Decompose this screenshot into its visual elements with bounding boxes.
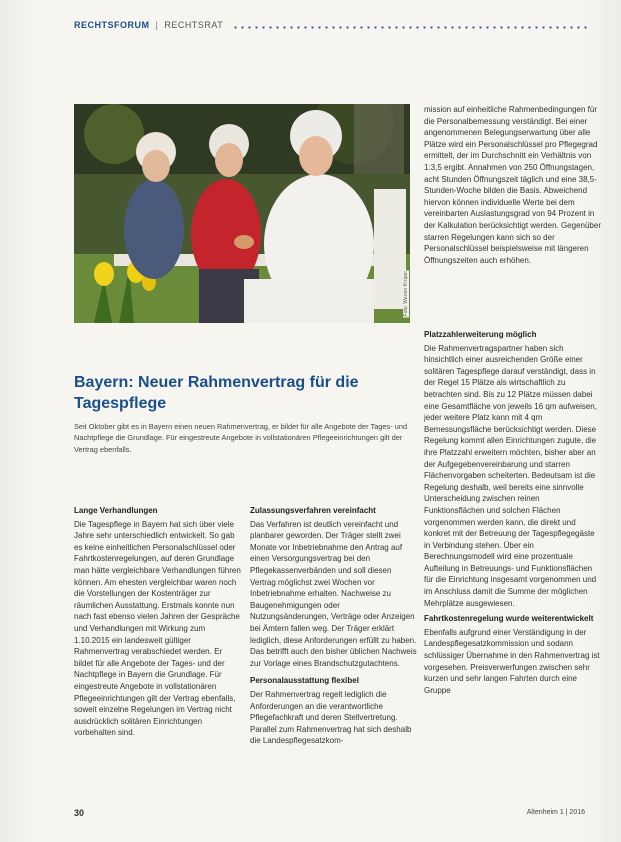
header-dotted-rule [232,26,587,29]
article-photo [74,104,410,323]
column-2-paragraph-2: Der Rahmenvertrag regelt lediglich die Anforderungen an die verantwortliche Pflegefachkraft und deren Stellvertretung. Parallel zum Rahmenvertrag hat sich deshalb die Landespflegesatzkom- [250,689,412,746]
article-lead: Seit Oktober gibt es in Bayern einen neuen Rahmenvertrag, er bildet für alle Angebote der Tages- und Nachtpflege die Grundlage. Für eingestreute Angebote in vollstationären Pflegeeinrichtungen gilt der Vertrag ebenfalls. [74,422,408,454]
heading-fahrtkostenregelung: Fahrtkostenregelung wurde weiterentwickelt [424,614,594,624]
column-3-paragraph-2: Die Rahmenvertragspartner haben sich hinsichtlich einer ausreichenden Größe einer solitären Tagespflege darauf verständigt, dass in der Regel 15 Plätze als wirtschaftlich zu betrachten sind. Bis zu 12 Plätze müssen dabei eine Gesamtfläche von jeweils 16 qm aufweisen, jeder weitere Platz kann mit 4 qm Bemessungsfläche berücksichtigt werden. Diese Regelung kommt allen Einrichtungen zugute, die ihre Platzzahl erweitern möchten, bisher aber an der Aufgegebenvereinbarung und starren Flächenvorgaben scheiterten. Bedeutsam ist die Regelung deshalb, weil bereits eine sinnvolle Unterscheidung zwischen reinen Funktionsflächen und solchen Flächen vorgenommen werden kann, die direkt und konkret mit der Betreuung der Tagespflegegäste in Verbindung stehen. Über ein Berechnungsmodell wird eine prozentuale Aufteilung in Betreuungs- und Funktionsflächen für die Einrichtung insgesamt vorgenommen und im Anschluss damit die Summe der möglichen Mehrplätze ausgewiesen. [424,343,597,608]
issue-label: Altenheim 1 | 2016 [526,809,585,816]
section-label: RECHTSFORUM [74,20,150,30]
column-3-bottom [424,329,602,696]
heading-lange-verhandlungen: Lange Verhandlungen [74,506,158,515]
page-number: 30 [74,808,85,818]
heading-zulassungsverfahren: Zulassungsverfahren vereinfacht [250,506,376,515]
heading-platzzahlerweiterung: Platzzahlerweiterung möglich [424,330,537,339]
column-2 [250,505,418,747]
column-3-paragraph-3: Ebenfalls aufgrund einer Verständigung in der Landespflegesatzkommission und sodann schlüssiger Übernahme in den Rahmenvertrag ist vorgesehen. Preisverwerfungen zwischen sehr kurzen und sehr langen Fahrten durch eine Gruppe [424,627,600,695]
section-separator: | [155,20,159,30]
article-title: Bayern: Neuer Rahmenvertrag für die Tagespflege [74,374,359,412]
column-1-paragraph: Die Tagespflege in Bayern hat sich über viele Jahre sehr unterschiedlich entwickelt. So gab es keine einheitlichen Personalschlüssel oder Fahrtkostenregelungen, auf deren Grundlage man hätte vergleichbare Verhandlungen führen können. Am ehesten vergleichbar waren noch die Vorstellungen der Kostenträger zur räumlichen Ausstattung. Erstmals konnte nun nach fast ebenso vielen Jahren der Gespräche und Verhandlungen mit Wirkung zum 1.10.2015 ein landesweit gültiger Rahmenvertrag verabschiedet werden. Er bildet für alle Angebote der Tages- und der Nachtpflege in Bayern die Grundlage. Für eingestreute Angebote in vollstationären Pflegeeinrichtungen gilt der Vertrag ebenfalls, soweit einzelne Regelungen im Vertrag nicht ausdrücklich solitären Einrichtungen vorbehalten sind. [74,519,241,738]
column-2-paragraph-1: Das Verfahren ist deutlich vereinfacht und planbarer geworden. Der Träger stellt zwei Monate vor Inbetriebnahme den Antrag auf einen Versorgungsvertrag bei den Pflegekassenverbänden und soll diesen Vertrag möglichst zwei Wochen vor Inbetriebnahme erhalten. Nachweise zu Baugenehmigungen oder Nutzungsänderungen, Verträge oder Anzeigen bei Ämtern fallen weg. Der Träger erklärt lediglich, diese Anforderungen erfüllt zu haben. Das betrifft auch den bisher üblichen Nachweis zur Vorlage eines Brandschutzgutachtens. [250,519,417,668]
column-1 [74,505,242,739]
column-3-paragraph-1: mission auf einheitliche Rahmenbedingungen für die Personalbemessung verständigt. Bei einer angenommenen Belegungserwartung über alle Plätze wird ein Personalschlüssel pro Pflegegrad ermittelt, der im Durchschnitt ein Verhältnis von 1:3,5 ergibt. Annahmen von 250 Öffnungstagen, acht Stunden Öffnungszeit täglich und eine 38,5-Stunden-Woche bilden die Basis. Abweichend hiervon können individuelle Werte bei dem vereinbarten Auslastungsgrad von 94 Prozent in der Kalkulation berücksichtigt werden. Gegenüber starren Regelungen kann sich so der Personalschlüssel beispielsweise mit längeren Öffnungszeiten auch erhöhen. [424,105,601,265]
column-3-top [424,104,602,266]
photo-credit: Foto: Werner Krüper [403,270,409,316]
photo-three-seniors-on-bench [74,104,410,323]
heading-personalausstattung: Personalausstattung flexibel [250,676,359,686]
subsection-label: RECHTSRAT [164,20,224,30]
